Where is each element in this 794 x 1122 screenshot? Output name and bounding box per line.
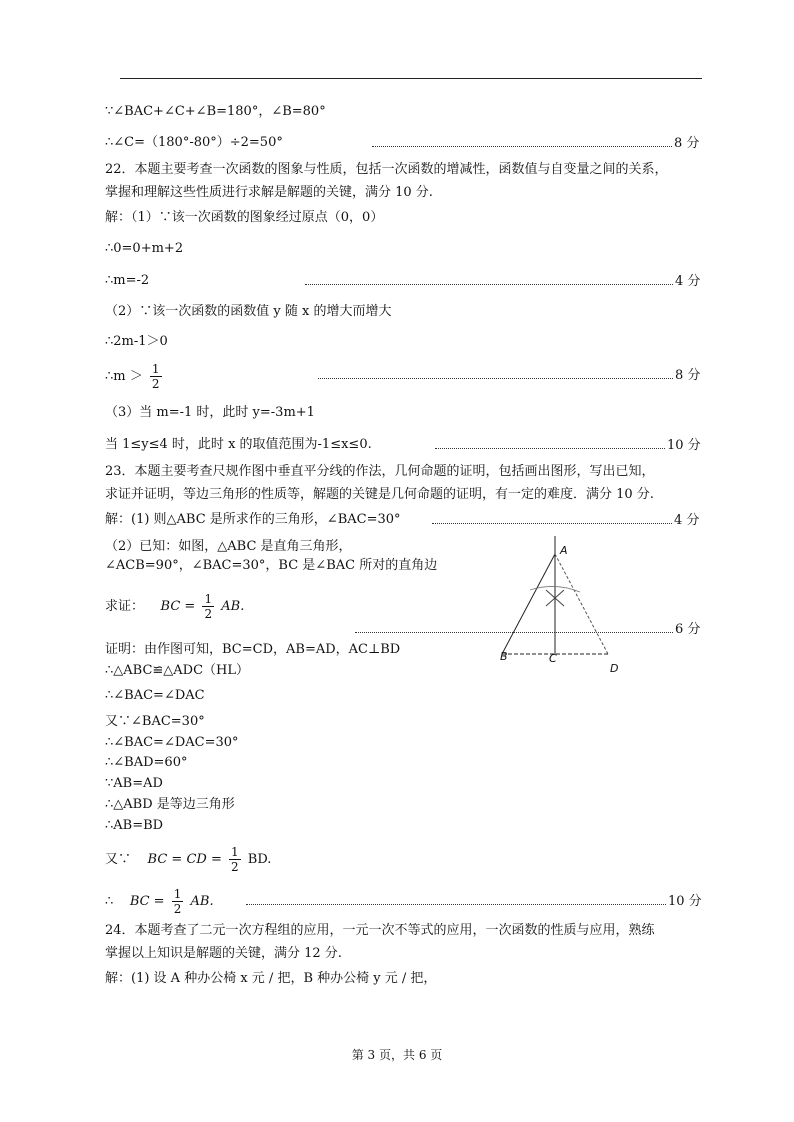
score-8b: 8 分 (318, 366, 700, 385)
score-10b: 10 分 (246, 892, 702, 911)
q24-intro-2: 掌握以上知识是解题的关键，满分 12 分. (105, 946, 342, 961)
q23-proof-3: ∴∠BAC=∠DAC (105, 688, 205, 703)
score-6: 6 分 (355, 620, 700, 639)
q22-intro-1: 22．本题主要考查一次函数的图象与性质，包括一次函数的增减性，函数值与自变量之间的关系， (105, 162, 668, 177)
q23-prove: 求证： BC = $\frac{1}{2}$ AB. (105, 592, 245, 621)
q24-part1: 解：(1) 设 A 种办公椅 x 元 / 把，B 种办公椅 y 元 / 把， (105, 971, 437, 986)
q22-range: 当 1≤y≤4 时，此时 x 的取值范围为-1≤x≤0. (105, 437, 372, 452)
page-footer: 第 3 页，共 6 页 (351, 1048, 443, 1062)
q22-eq1: ∴0=0+m+2 (105, 241, 184, 256)
q23-intro-2: 求证并证明，等边三角形的性质等，解题的关键是几何命题的证明，有一定的难度．满分 10 分. (105, 487, 654, 502)
score-4b: 4 分 (432, 511, 699, 530)
q23-conclusion: ∴ BC = $\frac{1}{2}$ AB. (105, 887, 214, 916)
q22-ineq1: ∴2m-1＞0 (105, 334, 168, 349)
q23-proof-8: ∴△ABD 是等边三角形 (105, 797, 235, 812)
q23-proof-10: 又∵ BC = CD = $\frac{1}{2}$ BD. (105, 845, 272, 874)
score-8: 8 分 (372, 134, 699, 153)
triangle-figure (490, 530, 630, 680)
header-rule (120, 78, 702, 79)
q23-given-1: （2）已知：如图，△ABC 是直角三角形， (105, 539, 352, 554)
q22-part3: （3）当 m=-1 时，此时 y=-3m+1 (105, 405, 315, 420)
q23-proof-9: ∴AB=BD (105, 818, 164, 833)
q22-part1: 解：（1）∵该一次函数的图象经过原点（0，0） (105, 210, 384, 225)
fraction-half: $\frac{1}{2}$ (204, 592, 213, 621)
q22-part2: （2）∵该一次函数的函数值 y 随 x 的增大而增大 (105, 304, 392, 319)
fraction-half: $\frac{1}{2}$ (151, 362, 160, 391)
q23-intro-1: 23．本题主要考查尺规作图中垂直平分线的作法，几何命题的证明，包括画出图形，写出已知， (105, 464, 655, 479)
q23-proof-7: ∵AB=AD (105, 776, 163, 791)
q22-ineq2: ∴m ＞ $\frac{1}{2}$ (105, 362, 160, 391)
q24-intro-1: 24．本题考查了二元一次方程组的应用，一元一次不等式的应用，一次函数的性质与应用，熟练 (105, 923, 655, 938)
q22-eq2: ∴m=-2 (105, 273, 150, 288)
q23-proof-4: 又∵∠BAC=30° (105, 714, 205, 729)
q23-proof-5: ∴∠BAC=∠DAC=30° (105, 735, 239, 750)
side-ad (555, 554, 608, 654)
q23-given-2: ∠ACB=90°，∠BAC=30°，BC 是∠BAC 所对的直角边 (105, 558, 438, 573)
q23-proof-1: 证明：由作图可知，BC=CD，AB=AD，AC⊥BD (105, 642, 401, 657)
fraction-half: $\frac{1}{2}$ (173, 887, 182, 916)
q23-proof-6: ∴∠BAD=60° (105, 755, 188, 770)
label-b: B (500, 650, 508, 663)
line-angle-sum: ∵∠BAC+∠C+∠B=180°，∠B=80° (105, 104, 326, 119)
side-ab (502, 554, 555, 654)
label-a: A (560, 544, 568, 557)
score-10: 10 分 (435, 436, 701, 455)
score-4: 4 分 (305, 272, 700, 291)
label-c: C (549, 652, 557, 665)
q23-proof-2: ∴△ABC≌△ADC（HL） (105, 663, 250, 678)
q23-part1: 解：(1) 则△ABC 是所求作的三角形，∠BAC=30° (105, 512, 401, 527)
label-d: D (610, 662, 619, 675)
q22-intro-2: 掌握和理解这些性质进行求解是解题的关键，满分 10 分. (105, 185, 433, 200)
fraction-half: $\frac{1}{2}$ (230, 845, 239, 874)
line-angle-c: ∴∠C=（180°-80°）÷2=50° (105, 135, 283, 150)
